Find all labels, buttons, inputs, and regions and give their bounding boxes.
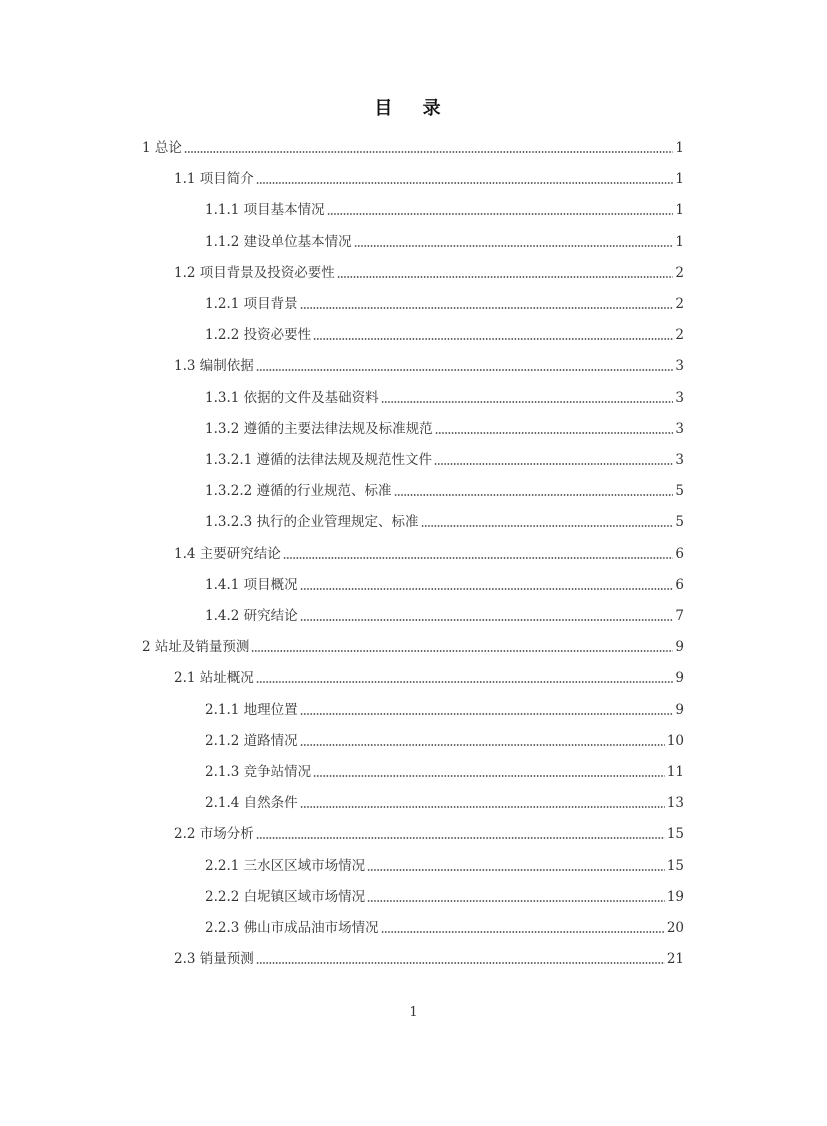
toc-entry[interactable] <box>205 916 684 940</box>
toc-entry-label: 1.4.2 研究结论 <box>205 608 298 624</box>
dot-leader <box>256 962 665 964</box>
toc-entry-page: 1 <box>675 171 684 188</box>
toc-entry[interactable] <box>174 666 684 690</box>
toc-title: 目 录 <box>374 98 453 119</box>
toc-entry-page: 20 <box>666 920 684 936</box>
dot-leader <box>313 775 665 777</box>
toc-entry-page: 3 <box>675 358 684 375</box>
toc-entry-page: 3 <box>675 389 684 406</box>
toc-entry[interactable] <box>205 791 684 815</box>
dot-leader <box>367 869 665 871</box>
toc-entry[interactable] <box>205 885 684 909</box>
toc-entry-page: 13 <box>666 795 684 812</box>
toc-entry-label: 2.1.2 道路情况 <box>205 732 298 749</box>
toc-entry[interactable] <box>174 542 684 566</box>
toc-entry-page: 7 <box>675 608 684 624</box>
toc-entry-page: 10 <box>666 732 684 749</box>
toc-entry-page: 1 <box>675 140 684 156</box>
toc-entry-label: 1.4 主要研究结论 <box>174 545 281 562</box>
toc-entry[interactable] <box>174 261 684 285</box>
toc-entry-label: 2.3 销量预测 <box>174 951 254 968</box>
toc-entry[interactable] <box>174 354 684 378</box>
dot-leader <box>300 806 665 808</box>
toc-entry-page: 3 <box>675 420 684 437</box>
toc-entry-label: 1.3.2.2 遵循的行业规范、标准 <box>205 483 392 500</box>
toc-entry[interactable] <box>205 417 684 441</box>
toc-entry[interactable] <box>205 323 684 347</box>
dot-leader <box>300 619 674 621</box>
dot-leader <box>251 650 673 652</box>
toc-entry[interactable] <box>205 604 684 628</box>
toc-entry-label: 2 站址及销量预测 <box>142 639 250 656</box>
dot-leader <box>184 151 674 153</box>
toc-entry-label: 2.2 市场分析 <box>174 826 254 843</box>
toc-entry-page: 6 <box>675 576 684 593</box>
toc-entry-page: 6 <box>675 545 684 562</box>
toc-entry-page: 15 <box>666 826 684 843</box>
toc-entry-label: 2.1.1 地理位置 <box>205 701 298 718</box>
toc-entry[interactable] <box>174 822 684 846</box>
toc-entry-page: 9 <box>675 701 684 718</box>
toc-entry-label: 1.3.2.1 遵循的法律法规及规范性文件 <box>205 452 433 468</box>
toc-entry-label: 2.1 站址概况 <box>174 670 254 687</box>
dot-leader <box>381 931 665 933</box>
toc-entry-label: 1.1.1 项目基本情况 <box>205 202 325 219</box>
dot-leader <box>381 401 674 403</box>
dot-leader <box>300 588 674 590</box>
toc-entry-page: 3 <box>675 452 684 468</box>
toc-entry[interactable] <box>205 198 684 222</box>
toc-entry-page: 5 <box>675 483 684 500</box>
dot-leader <box>421 525 674 527</box>
toc-entry-label: 1.2.2 投资必要性 <box>205 327 312 344</box>
toc-entry-label: 1.2.1 项目背景 <box>205 296 298 312</box>
toc-entry-label: 1 总论 <box>142 140 182 156</box>
toc-entry[interactable] <box>205 573 684 597</box>
dot-leader <box>313 338 673 340</box>
toc-entry[interactable] <box>142 136 684 160</box>
dot-leader <box>367 900 665 902</box>
toc-entry[interactable] <box>174 947 684 971</box>
toc-entry-label: 2.1.4 自然条件 <box>205 795 298 812</box>
toc-entry-page: 15 <box>666 857 684 874</box>
toc-entry[interactable] <box>174 167 684 191</box>
toc-entry-label: 2.1.3 竞争站情况 <box>205 764 312 780</box>
toc-entry[interactable] <box>205 760 684 784</box>
dot-leader <box>283 557 674 559</box>
toc-entry-page: 2 <box>675 264 684 281</box>
toc-entry[interactable] <box>205 292 684 316</box>
toc-entry-label: 2.2.2 白坭镇区域市场情况 <box>205 888 366 905</box>
dot-leader <box>435 432 674 434</box>
toc-entry-page: 21 <box>666 951 684 968</box>
toc-entry-label: 1.3.2 遵循的主要法律法规及标准规范 <box>205 420 433 437</box>
dot-leader <box>300 307 674 309</box>
toc-entry[interactable] <box>142 635 684 659</box>
page-number: 1 <box>409 1005 418 1020</box>
toc-entry-page: 2 <box>675 327 684 344</box>
toc-entry-label: 2.2.1 三水区区域市场情况 <box>205 857 366 874</box>
toc-entry[interactable] <box>205 479 684 503</box>
toc-entry-label: 1.1.2 建设单位基本情况 <box>205 233 352 250</box>
dot-leader <box>354 245 674 247</box>
dot-leader <box>434 463 673 465</box>
toc-entry[interactable] <box>205 698 684 722</box>
toc-entry-page: 5 <box>675 514 684 531</box>
dot-leader <box>337 276 674 278</box>
toc-entry-page: 1 <box>675 202 684 219</box>
dot-leader <box>256 369 674 371</box>
toc-entry-label: 1.3 编制依据 <box>174 358 254 375</box>
dot-leader <box>394 494 674 496</box>
toc-entry[interactable] <box>205 230 684 254</box>
toc-entry-label: 2.2.3 佛山市成品油市场情况 <box>205 920 379 936</box>
dot-leader <box>256 837 665 839</box>
dot-leader <box>256 182 674 184</box>
dot-leader <box>300 744 665 746</box>
toc-entry[interactable] <box>205 510 684 534</box>
dot-leader <box>327 213 674 215</box>
toc-entry[interactable] <box>205 729 684 753</box>
toc-entry-page: 1 <box>675 233 684 250</box>
toc-entry-page: 19 <box>666 888 684 905</box>
toc-entry[interactable] <box>205 386 684 410</box>
toc-entry-label: 1.3.2.3 执行的企业管理规定、标准 <box>205 514 419 531</box>
toc-entry[interactable] <box>205 448 684 472</box>
toc-entry-label: 1.2 项目背景及投资必要性 <box>174 264 335 281</box>
toc-entry-label: 1.3.1 依据的文件及基础资料 <box>205 389 379 406</box>
toc-entry-label: 1.4.1 项目概况 <box>205 576 298 593</box>
toc-entry-page: 9 <box>675 639 684 656</box>
dot-leader <box>300 713 674 715</box>
dot-leader <box>256 681 674 683</box>
toc-entry-page: 9 <box>675 670 684 687</box>
toc-entry-page: 2 <box>675 296 684 312</box>
toc-entry-page: 11 <box>666 764 684 780</box>
toc-entry[interactable] <box>205 854 684 878</box>
toc-entry-label: 1.1 项目简介 <box>174 171 254 188</box>
